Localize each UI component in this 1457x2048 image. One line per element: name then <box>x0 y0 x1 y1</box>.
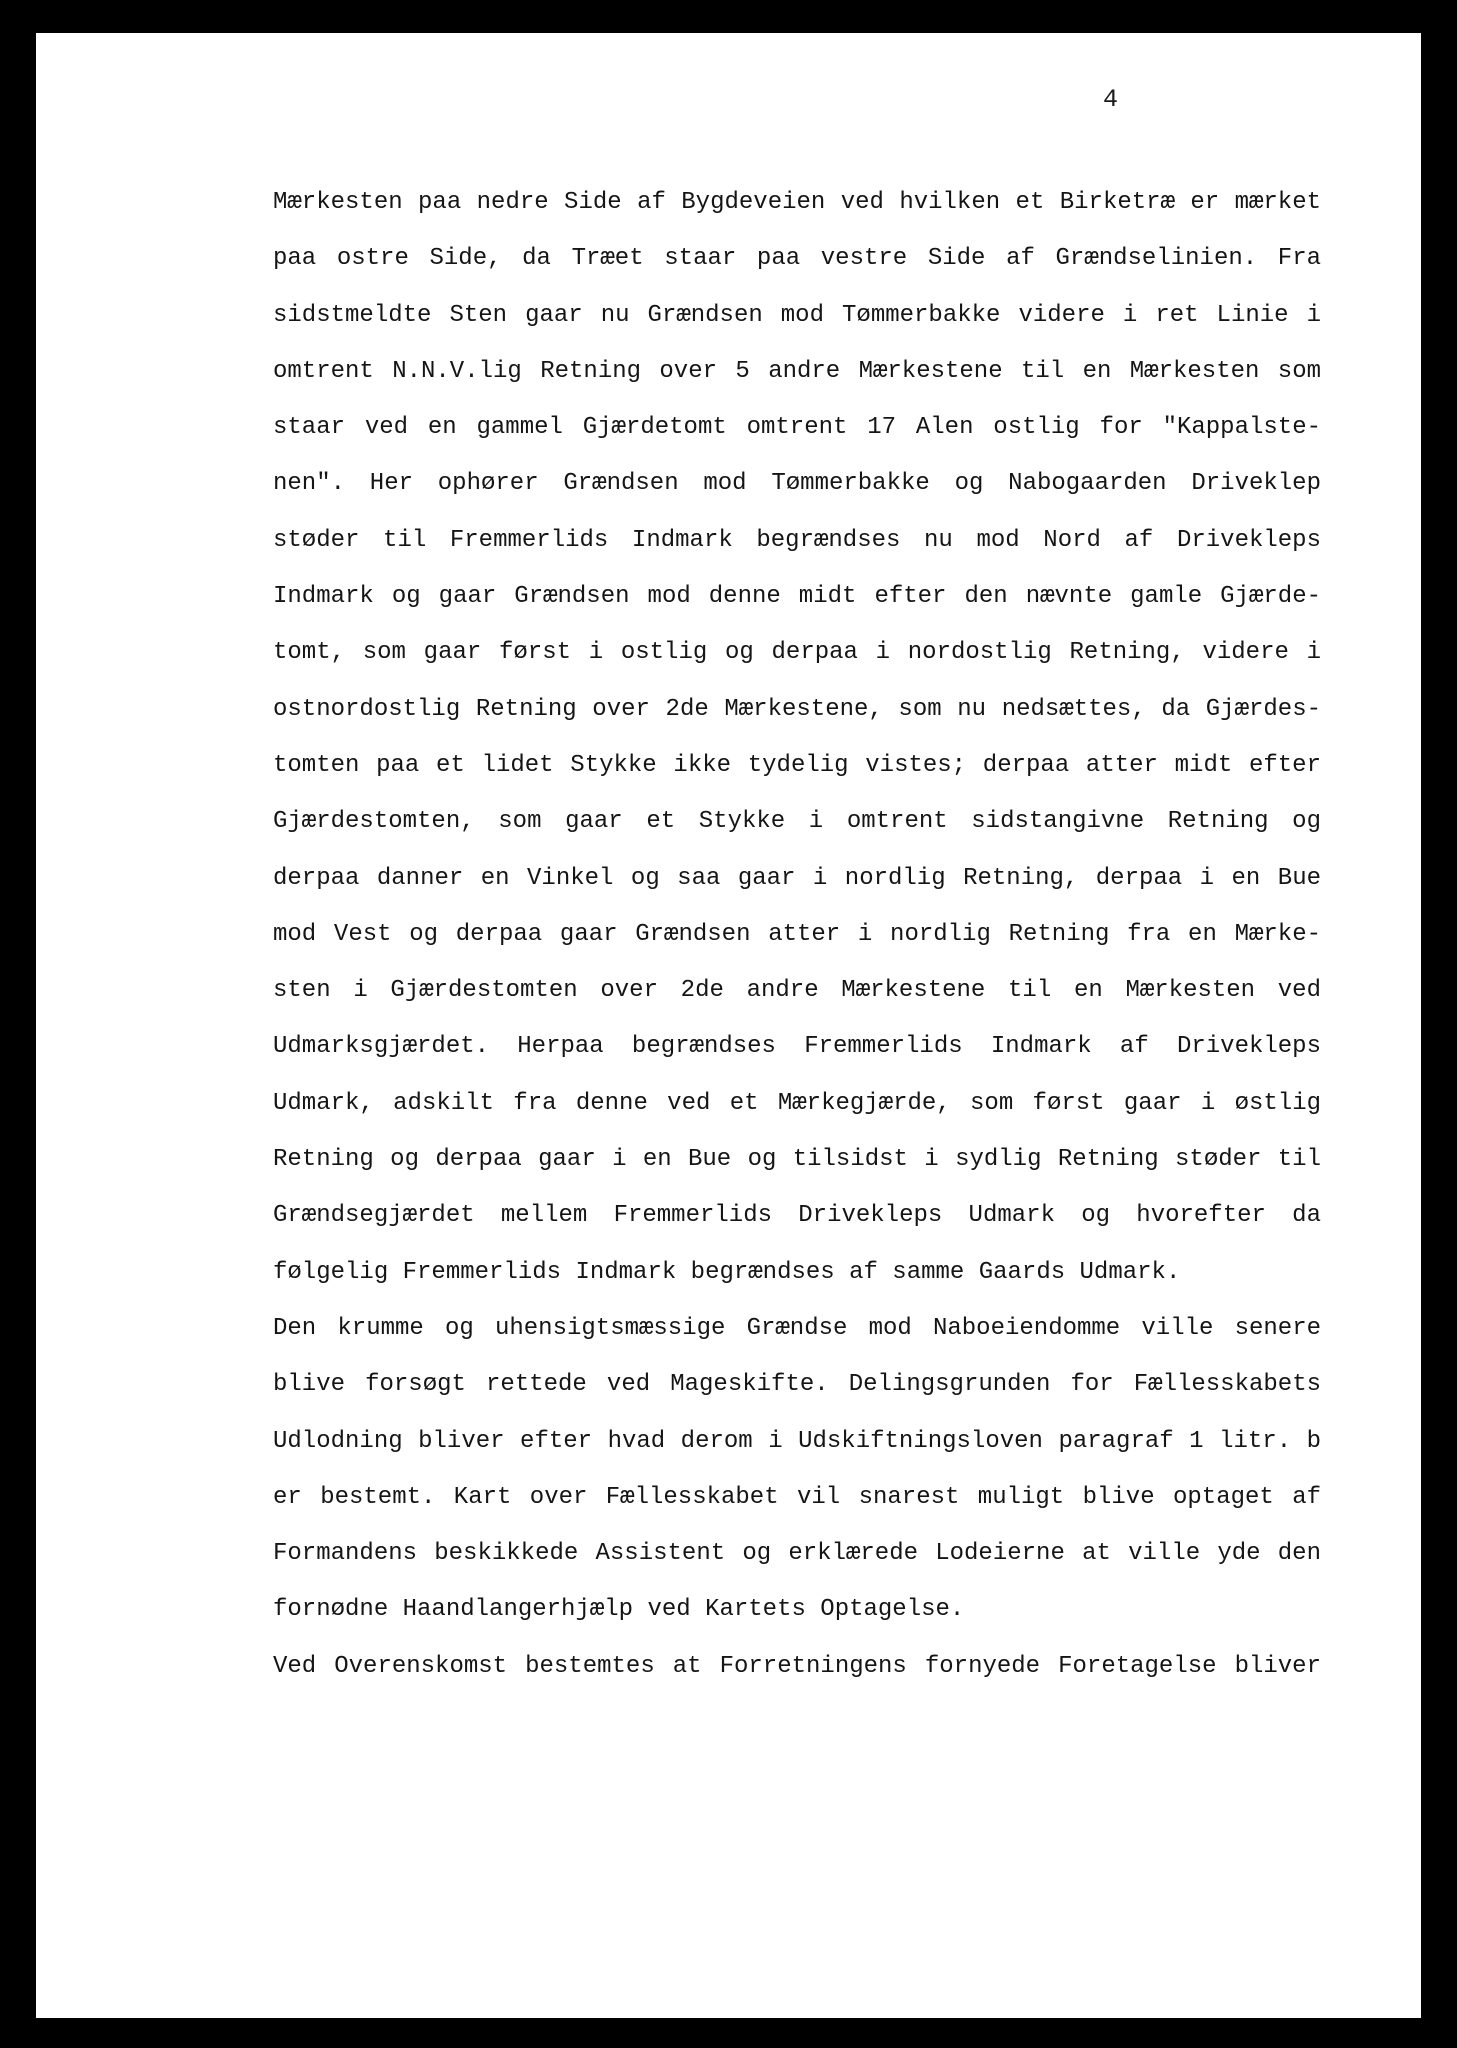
text-line: ostnordostlig Retning over 2de Mærkestene, som nu nedsættes, da Gjærdes- <box>273 695 1321 723</box>
text-line: staar ved en gammel Gjærdetomt omtrent 17 Alen ostlig for "Kappalste- <box>273 414 1321 442</box>
text-line: Indmark og gaar Grændsen mod denne midt efter den nævnte gamle Gjærde- <box>273 583 1321 611</box>
text-line: er bestemt. Kart over Fællesskabet vil snarest muligt blive optaget af <box>273 1483 1321 1511</box>
text-line: fornødne Haandlangerhjælp ved Kartets Optagelse. <box>273 1596 965 1624</box>
text-line: Udmark, adskilt fra denne ved et Mærkegjærde, som først gaar i østlig <box>273 1089 1321 1117</box>
page-number: 4 <box>1103 85 1119 114</box>
text-line: følgelig Fremmerlids Indmark begrændses af samme Gaards Udmark. <box>273 1258 1181 1286</box>
text-line: derpaa danner en Vinkel og saa gaar i nordlig Retning, derpaa i en Bue <box>273 864 1321 892</box>
text-line: mod Vest og derpaa gaar Grændsen atter i nordlig Retning fra en Mærke- <box>273 920 1321 948</box>
text-line: tomten paa et lidet Stykke ikke tydelig vistes; derpaa atter midt efter <box>273 751 1321 779</box>
text-line: sten i Gjærdestomten over 2de andre Mærkestene til en Mærkesten ved <box>273 977 1321 1005</box>
text-line: nen". Her ophører Grændsen mod Tømmerbakke og Nabogaarden Driveklep <box>273 470 1321 498</box>
text-line: Formandens beskikkede Assistent og erklærede Lodeierne at ville yde den <box>273 1540 1321 1568</box>
text-line: Udmarksgjærdet. Herpaa begrændses Fremmerlids Indmark af Drivekleps <box>273 1033 1321 1061</box>
text-line: omtrent N.N.V.lig Retning over 5 andre Mærkestene til en Mærkesten som <box>273 357 1321 385</box>
text-line: Ved Overenskomst bestemtes at Forretningens fornyede Foretagelse bliver <box>273 1652 1321 1680</box>
body-text <box>273 175 1321 1695</box>
text-line: paa ostre Side, da Træet staar paa vestre Side af Grændselinien. Fra <box>273 245 1321 273</box>
text-line: blive forsøgt rettede ved Mageskifte. Delingsgrunden for Fællesskabets <box>273 1371 1321 1399</box>
text-line: sidstmeldte Sten gaar nu Grændsen mod Tømmerbakke videre i ret Linie i <box>273 301 1321 329</box>
text-line: Den krumme og uhensigtsmæssige Grændse mod Naboeiendomme ville senere <box>273 1314 1321 1342</box>
text-line: Retning og derpaa gaar i en Bue og tilsidst i sydlig Retning støder til <box>273 1146 1321 1174</box>
text-line: tomt, som gaar først i ostlig og derpaa i nordostlig Retning, videre i <box>273 639 1321 667</box>
text-line: Udlodning bliver efter hvad derom i Udskiftningsloven paragraf 1 litr. b <box>273 1427 1321 1455</box>
text-line: Grændsegjærdet mellem Fremmerlids Drivekleps Udmark og hvorefter da <box>273 1202 1321 1230</box>
text-line: støder til Fremmerlids Indmark begrændses nu mod Nord af Drivekleps <box>273 526 1321 554</box>
text-line: Mærkesten paa nedre Side af Bygdeveien ved hvilken et Birketræ er mærket <box>273 189 1321 216</box>
text-line: Gjærdestomten, som gaar et Stykke i omtrent sidstangivne Retning og <box>273 808 1321 836</box>
